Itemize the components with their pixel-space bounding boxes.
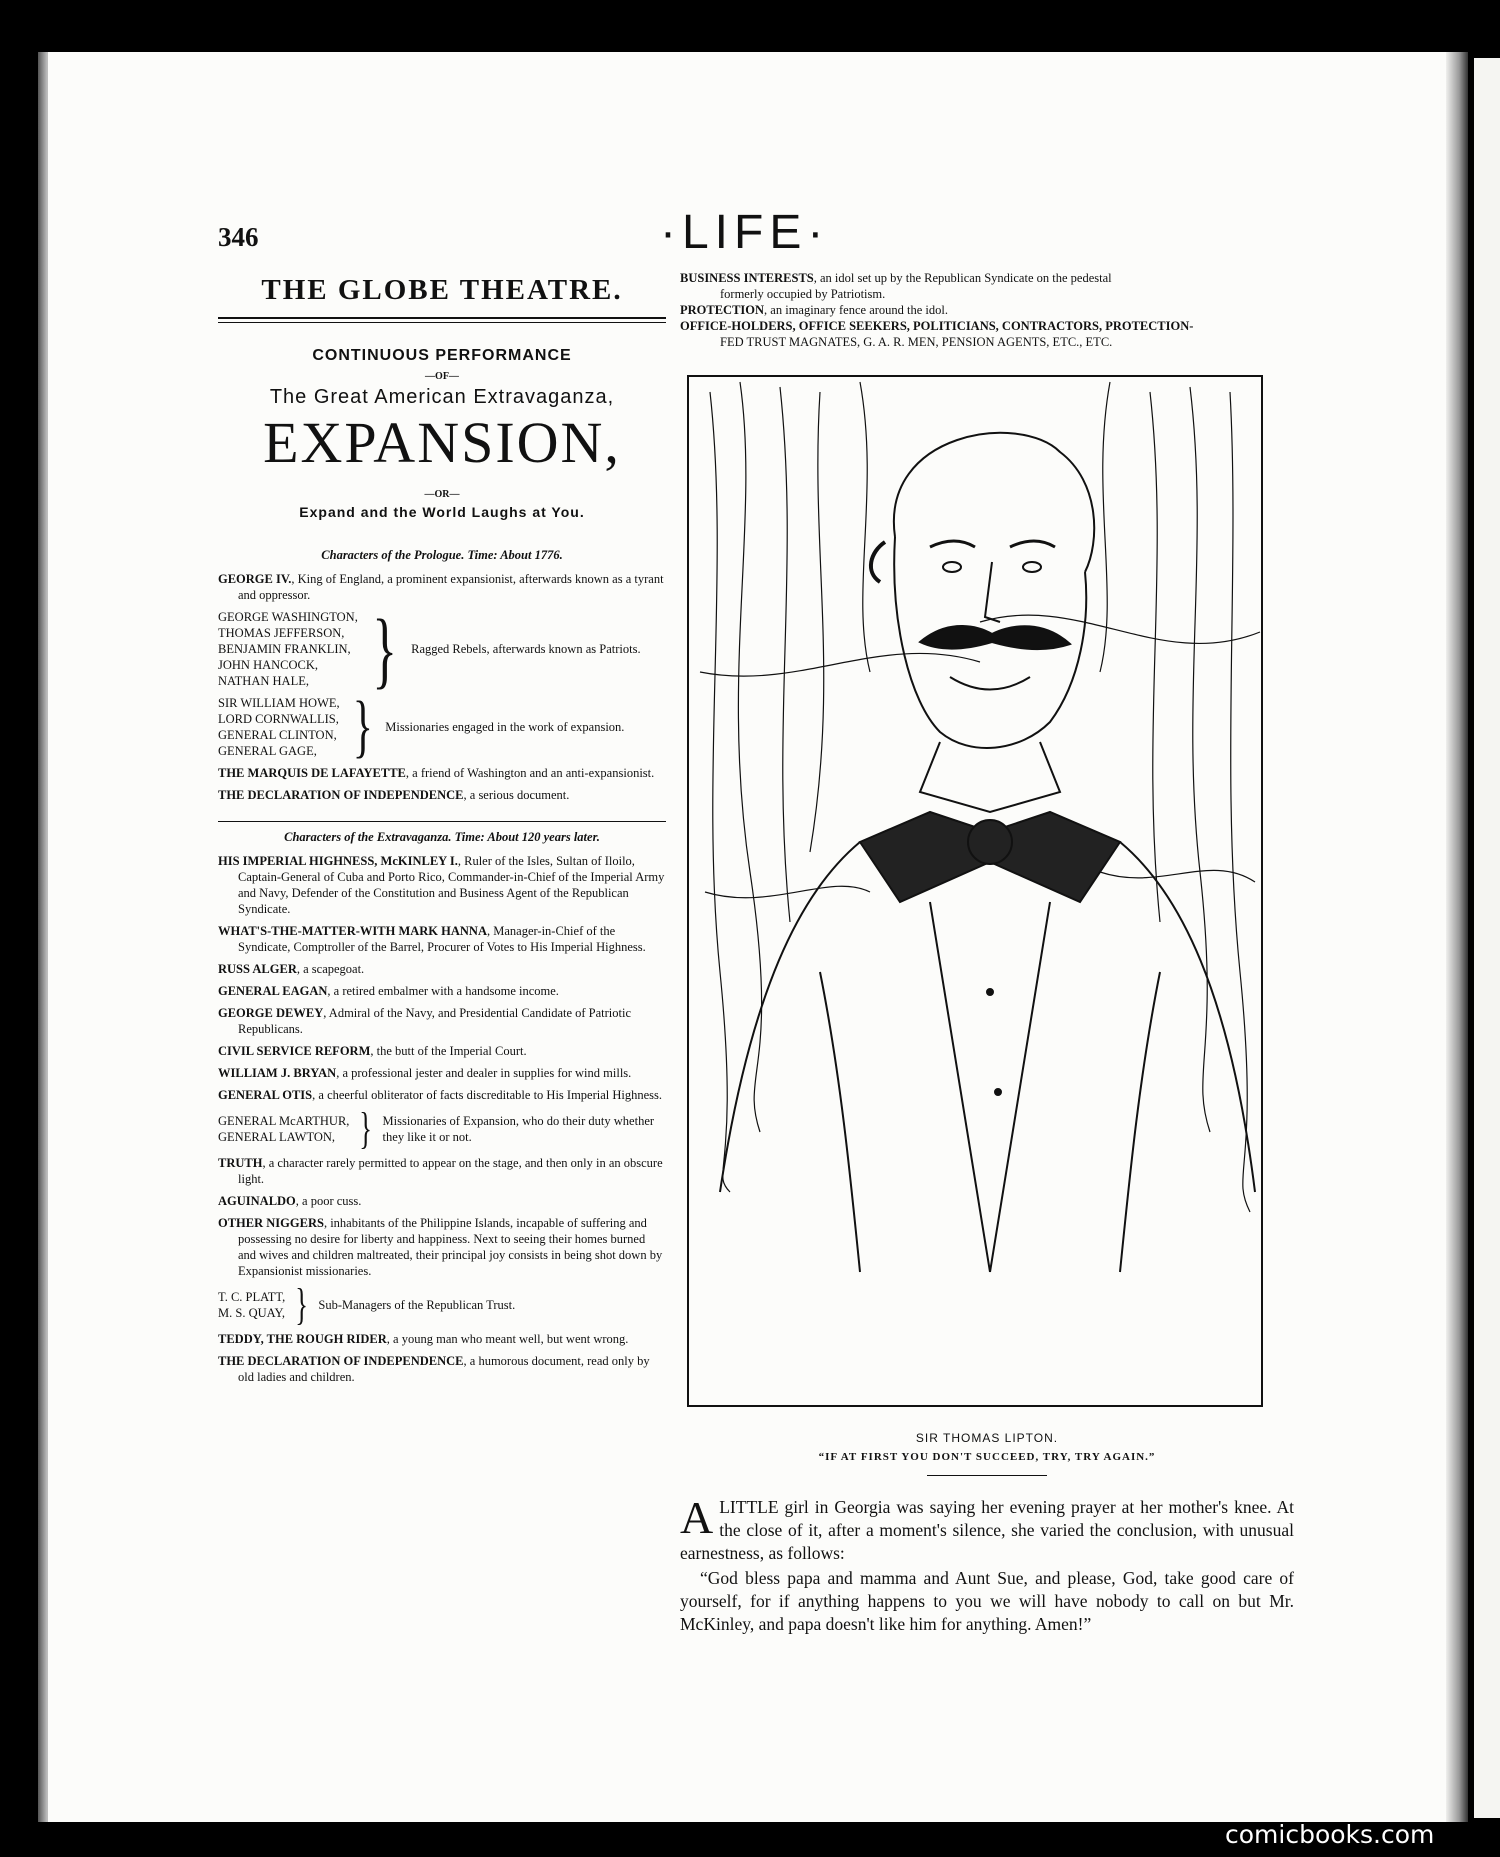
cast-entry: BUSINESS INTERESTS, an idol set up by the Republican Syndicate on the pedestal [680,271,1112,285]
cast-entry: GENERAL EAGAN, a retired embalmer with a handsome income. [218,984,559,998]
site-watermark: comicbooks.com [1225,1820,1435,1849]
book-gutter-right [1446,52,1468,1822]
portrait-head [871,433,1094,748]
brace: } [295,1280,309,1329]
brace: } [372,601,397,697]
section-divider [218,821,666,822]
magazine-title: ·LIFE· [660,206,830,259]
cast-group-missionaries-new [218,1104,666,1153]
left-column [218,270,666,1391]
or-label: —OR— [424,489,460,500]
right-column [680,270,1294,1636]
expand-subtitle: Expand and the World Laughs at You. [299,504,585,520]
cast-entry: PROTECTION, an imaginary fence around the idol. [680,303,949,317]
group-names: SIR WILLIAM HOWE, LORD CORNWALLIS, GENERAL CLINTON, GENERAL GAGE, [218,696,340,758]
cast-entry: WILLIAM J. BRYAN, a professional jester and dealer in supplies for wind mills. [218,1066,632,1080]
portrait-quote: “IF AT FIRST YOU DON'T SUCCEED, TRY, TRY AGAIN.” [818,1451,1156,1463]
brace: } [359,1104,373,1153]
anecdote-quote: “God bless papa and mamma and Aunt Sue, and please, God, take good care of yourself, for if anything happens to you we will have nobody to call on but Mr. McKinley, and papa doesn't like him for anything. Amen!” [680,1568,1294,1634]
cast-entry-continued: FED TRUST MAGNATES, G. A. R. MEN, PENSION AGENTS, ETC., ETC. [720,335,1113,349]
drop-cap: A [680,1492,714,1543]
cast-entry: THE DECLARATION OF INDEPENDENCE, a humorous document, read only by old ladies and children. [218,1354,650,1384]
cast-entry: OTHER NIGGERS, inhabitants of the Philippine Islands, incapable of suffering and possessing no desire for liberty and happiness. Next to seeing their homes burned and wives and children maltreated, their principal joy consists in being shot down by Expansionist missionaries. [218,1216,663,1278]
cast-entry: GEORGE IV., King of England, a prominent expansionist, afterwards known as a tyrant and oppressor. [218,572,664,602]
portrait-collar-tie [860,742,1120,902]
group-desc: Ragged Rebels, afterwards known as Patriots. [411,642,641,656]
anecdote-paragraph: ALITTLE girl in Georgia was saying her evening prayer at her mother's knee. At the close of it, after a moment's silence, she varied the conclusion, with unusual earnestness, as follows: [680,1492,1294,1563]
cast-group-rebels [218,601,666,697]
extravaganza-header: Characters of the Extravaganza. Time: About 120 years later. [284,830,600,844]
cast-entry: TRUTH, a character rarely permitted to appear on the stage, and then only in an obscure light. [218,1156,663,1186]
extravaganza-line: The Great American Extravaganza, [269,386,615,408]
cast-entry: GEORGE DEWEY, Admiral of the Navy, and Presidential Candidate of Patriotic Republicans. [218,1006,632,1036]
cast-entry: RUSS ALGER, a scapegoat. [218,962,365,976]
group-names: GEORGE WASHINGTON, THOMAS JEFFERSON, BENJAMIN FRANKLIN, JOHN HANCOCK, NATHAN HALE, [218,610,358,688]
group-names: GENERAL McARTHUR, GENERAL LAWTON, [218,1114,350,1144]
page-number: 346 [218,222,259,252]
cast-entry: AGUINALDO, a poor cuss. [218,1194,362,1208]
cast-entry: GENERAL OTIS, a cheerful obliterator of facts discreditable to His Imperial Highness. [218,1088,663,1102]
background-hatching [700,382,1260,1212]
cast-entry: TEDDY, THE ROUGH RIDER, a young man who meant well, but went wrong. [218,1332,629,1346]
cast-entry-continued: formerly occupied by Patriotism. [720,287,886,301]
cast-entry: THE MARQUIS DE LAFAYETTE, a friend of Washington and an anti-expansionist. [218,766,655,780]
of-label: —OF— [425,371,459,382]
group-desc: Missionaries engaged in the work of expansion. [385,720,625,734]
portrait-caption: SIR THOMAS LIPTON. [915,1431,1059,1445]
group-desc: Sub-Managers of the Republican Trust. [318,1298,516,1312]
theatre-heading: THE GLOBE THEATRE. [261,274,623,306]
brace: } [352,688,373,765]
prologue-header: Characters of the Prologue. Time: About 1776. [321,548,563,562]
continuous-performance: CONTINUOUS PERFORMANCE [312,347,572,364]
cast-group-missionaries-old [218,688,666,765]
cast-entry: HIS IMPERIAL HIGHNESS, McKINLEY I., Ruler of the Isles, Sultan of Iloilo, Captain-General of Cuba and Porto Rico, Commander-in-Chief of the Imperial Army and Navy, Defender of the Constitution and Business Agent of the Republican Syndicate. [218,854,665,916]
heading-rule [218,317,666,323]
group-desc: Missionaries of Expansion, who do their duty whether they like it or not. [382,1114,655,1144]
portrait-frame [688,376,1262,1406]
portrait-coat [720,842,1255,1272]
lipton-caricature [680,372,1270,1412]
cast-entry: CIVIL SERVICE REFORM, the butt of the Imperial Court. [218,1044,527,1058]
cast-entry: OFFICE-HOLDERS, OFFICE SEEKERS, POLITICIANS, CONTRACTORS, PROTECTION- [680,319,1194,333]
expansion-title: EXPANSION, [263,410,621,475]
caption-rule [927,1475,1047,1476]
cast-entry: WHAT'S-THE-MATTER-WITH MARK HANNA, Manager-in-Chief of the Syndicate, Comptroller of the Barrel, Procurer of Votes to His Imperial Highness. [218,924,646,954]
next-page-edge [1474,58,1500,1818]
cast-group-trust [218,1280,666,1329]
group-names: T. C. PLATT, M. S. QUAY, [218,1290,286,1320]
cast-entry: THE DECLARATION OF INDEPENDENCE, a serious document. [218,788,570,802]
